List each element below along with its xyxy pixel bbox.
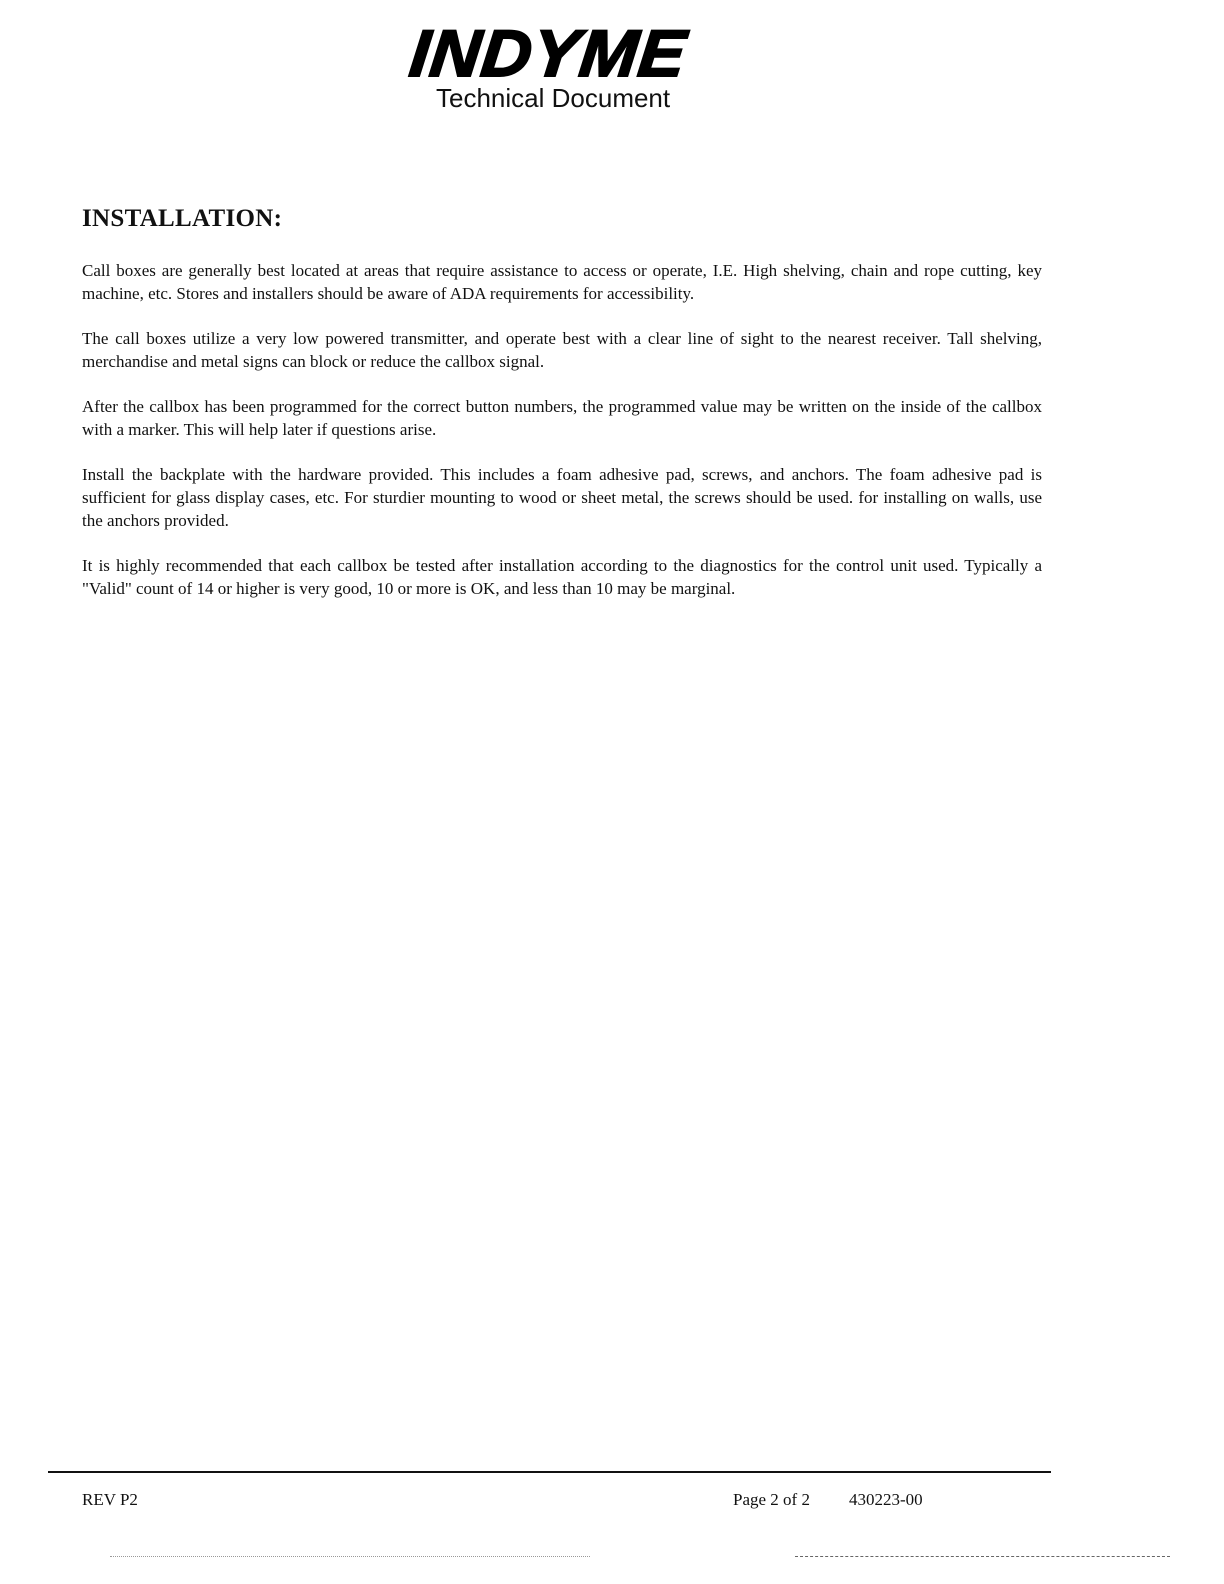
footer-revision: REV P2 <box>82 1490 138 1509</box>
scan-noise-line <box>110 1556 590 1557</box>
paragraph-testing: It is highly recommended that each callbox be tested after installation according to the diagnostics for the control unit used. Typically a "Valid" count of 14 or higher is very good, 10 or more is OK, and less than 10 may be marginal. <box>82 556 1042 598</box>
installation-body <box>82 259 1042 622</box>
scan-noise-line <box>795 1556 1170 1557</box>
footer-document-number: 430223-00 <box>849 1490 923 1509</box>
footer-page-number: Page 2 of 2 <box>733 1490 810 1509</box>
paragraph-transmitter: The call boxes utilize a very low powered transmitter, and operate best with a clear line of sight to the nearest receiver. Tall shelving, merchandise and metal signs can block or reduce the callbox signal. <box>82 329 1042 371</box>
indyme-logo: INDYME <box>406 16 691 90</box>
document-header <box>0 18 1224 118</box>
section-heading: INSTALLATION: <box>82 205 283 232</box>
paragraph-backplate: Install the backplate with the hardware provided. This includes a foam adhesive pad, screws, and anchors. The foam adhesive pad is sufficient for glass display cases, etc. For sturdier mounting to wood or sheet metal, the screws should be used. for installing on walls, use the anchors provided. <box>82 465 1042 530</box>
paragraph-programming: After the callbox has been programmed for the correct button numbers, the programmed value may be written on the inside of the callbox with a marker. This will help later if questions arise. <box>82 397 1042 439</box>
document-type-subtitle: Technical Document <box>436 83 671 113</box>
paragraph-location: Call boxes are generally best located at areas that require assistance to access or operate, I.E. High shelving, chain and rope cutting, key machine, etc. Stores and installers should be aware of ADA requirements for accessibility. <box>82 261 1042 303</box>
footer-divider <box>48 1471 1051 1473</box>
